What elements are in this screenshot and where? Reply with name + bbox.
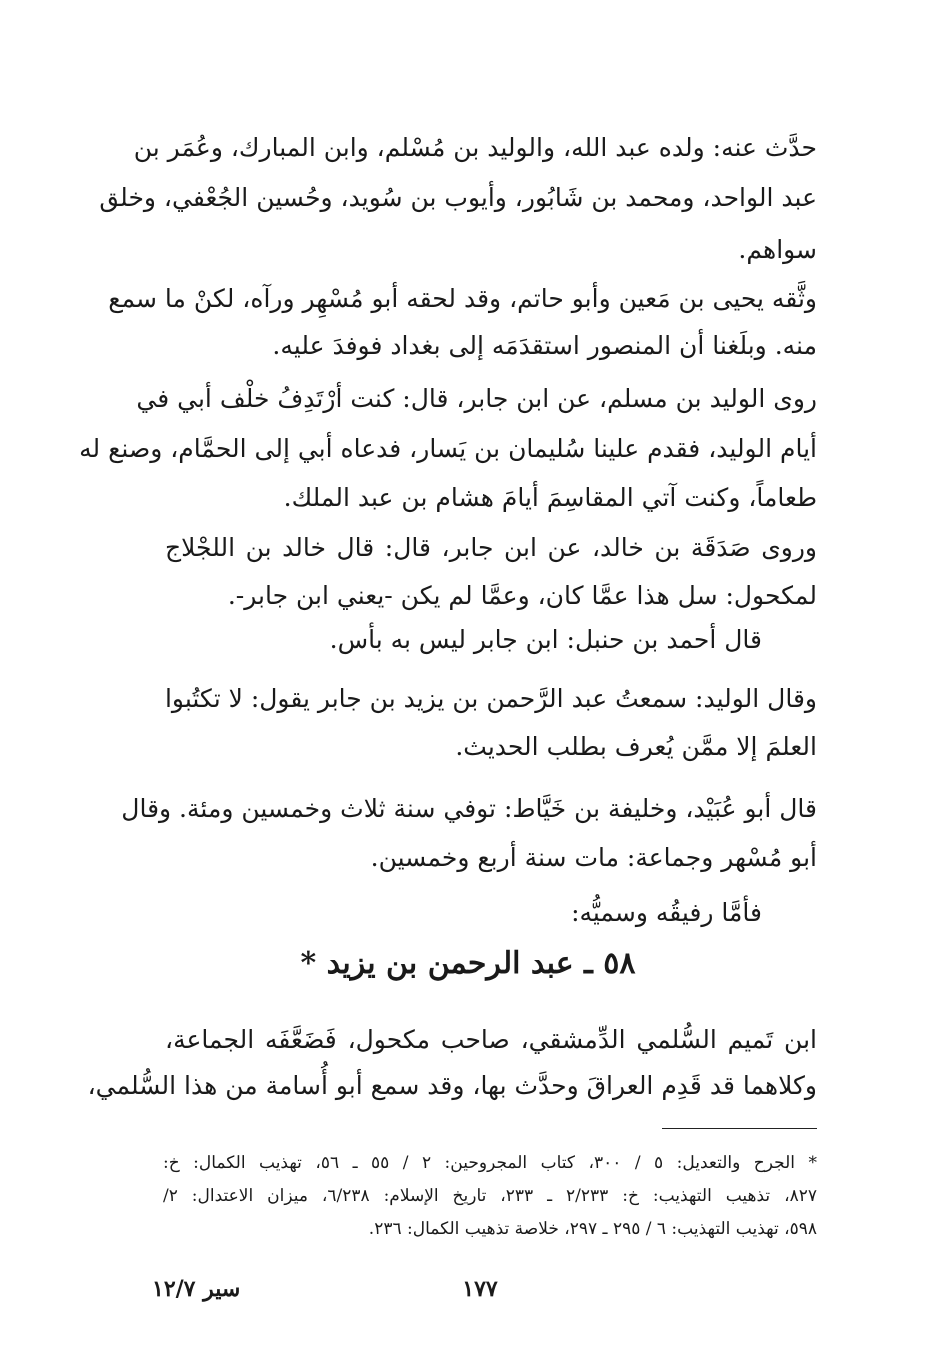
entry-heading: ٥٨ ـ عبد الرحمن بن يزيد *	[300, 946, 636, 981]
body-line: وروى صَدَقَة بن خالد، عن ابن جابر، قال: قال خالد بن اللجْلاج	[165, 533, 817, 562]
body-line: وثَّقه يحيى بن مَعين وأبو حاتم، وقد لحقه أبو مُسْهِر ورآه، لكنْ ما سمع	[108, 284, 817, 313]
body-line: ابن تَميم السُّلمي الدِّمشقي، صاحب مكحول، فَضَعَّفَه الجماعة،	[165, 1025, 817, 1054]
body-line: منه. وبلَغنا أن المنصور استقدَمَه إلى بغداد فوفدَ عليه.	[272, 331, 817, 360]
footnote-line: ٨٢٧، تذهيب التهذيب: خ: ٢/٢٣٣ ـ ٢٣٣، تاريخ الإسلام: ٦/٢٣٨، ميزان الاعتدال: ٢/	[163, 1186, 817, 1206]
footnote-line: ٥٩٨، تهذيب التهذيب: ٦ / ٢٩٥ ـ ٢٩٧، خلاصة تذهيب الكمال: ٢٣٦.	[368, 1219, 817, 1239]
body-line: عبد الواحد، ومحمد بن شَابُور، وأيوب بن سُويد، وحُسين الجُعْفي، وخلق	[99, 183, 817, 212]
footnote-line: * الجرح والتعديل: ٥ / ٣٠٠، كتاب المجروحين: ٢ / ٥٥ ـ ٥٦، تهذيب الكمال: خ:	[163, 1153, 817, 1173]
body-line: طعاماً، وكنت آتي المقاسِمَ أيامَ هشام بن عبد الملك.	[283, 483, 817, 512]
signature-mark: سير ١٢/٧	[152, 1276, 241, 1302]
body-line: قال أحمد بن حنبل: ابن جابر ليس به بأس.	[329, 625, 762, 654]
body-line: وكلاهما قد قَدِم العراقَ وحدَّث بها، وقد سمع أبو أُسامة من هذا السُّلمي،	[87, 1071, 817, 1100]
body-line: روى الوليد بن مسلم، عن ابن جابر، قال: كنت أرْتَدِفُ خلْف أبي في	[136, 384, 817, 413]
body-line: لمكحول: سل هذا عمَّا كان، وعمَّا لم يكن -يعني ابن جابر-.	[227, 581, 817, 610]
body-line: قال أبو عُبَيْد، وخليفة بن خَيَّاط: توفي سنة ثلاث وخمسين ومئة. وقال	[121, 794, 817, 823]
body-line: فأمَّا رفيقُه وسميُّه:	[571, 898, 762, 927]
footnote-separator	[662, 1128, 817, 1129]
body-line: سواهم.	[738, 235, 817, 264]
body-line: أيام الوليد، فقدم علينا سُليمان بن يَسار، فدعاه أبي إلى الحمَّام، وصنع له	[79, 434, 817, 463]
body-line: أبو مُسْهر وجماعة: مات سنة أربع وخمسين.	[370, 843, 817, 872]
body-line: العلمَ إلا ممَّن يُعرف بطلب الحديث.	[455, 732, 817, 761]
page-number: ١٧٧	[462, 1276, 498, 1302]
body-line: حدَّث عنه: ولده عبد الله، والوليد بن مُسْلم، وابن المبارك، وعُمَر بن	[133, 133, 817, 162]
body-line: وقال الوليد: سمعتُ عبد الرَّحمن بن يزيد بن جابر يقول: لا تكتُبوا	[164, 684, 817, 713]
